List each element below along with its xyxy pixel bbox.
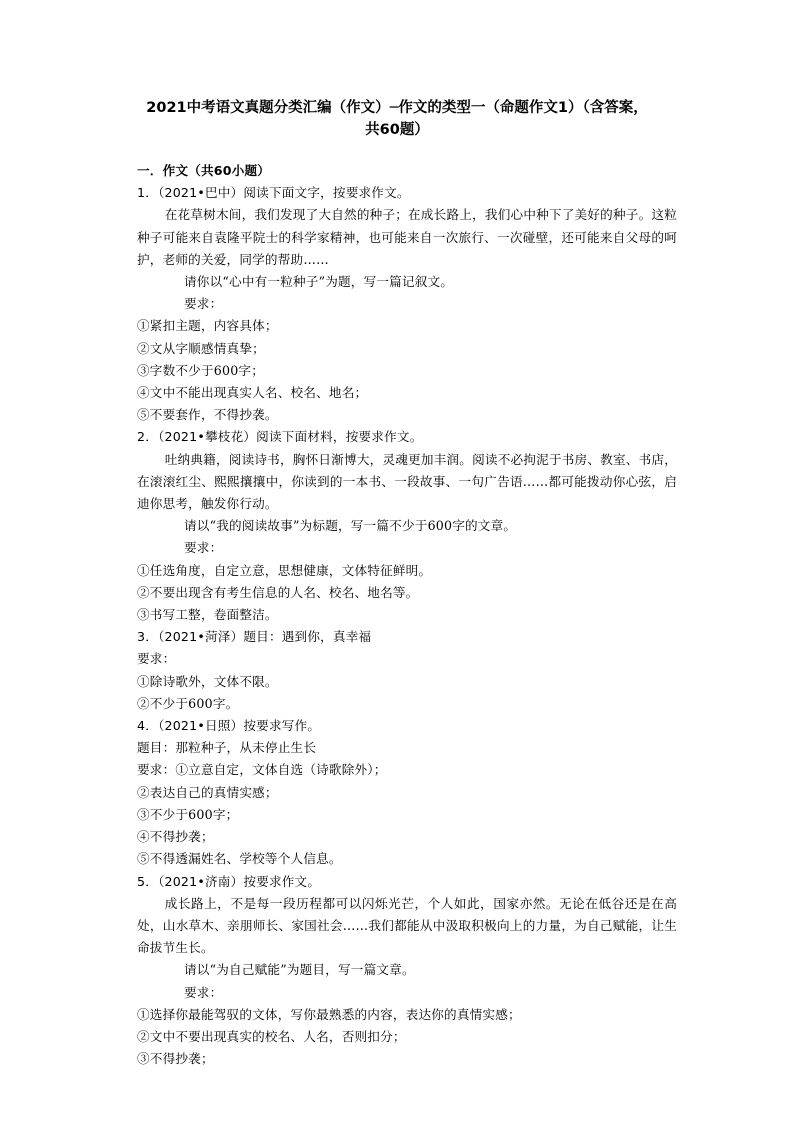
question-3-req-2: ②不少于600字。 [137, 695, 239, 711]
question-2-head: 2．（2021•攀枝花）阅读下面材料，按要求作文。 [137, 429, 423, 445]
question-5-req-1: ①选择你最能驾驭的文体，写你最熟悉的内容，表达你的真情实感； [137, 1006, 521, 1022]
question-2-req-2: ②不要出现含有考生信息的人名、校名、地名等。 [137, 584, 419, 600]
question-3-head: 3．（2021•菏泽）题目：遇到你，真幸福 [137, 629, 372, 645]
question-4-req-3: ③不少于600字； [137, 806, 239, 822]
document-title [120, 97, 674, 141]
question-5-head: 5．（2021•济南）按要求作文。 [137, 873, 321, 889]
question-1-material: 在花草树木间，我们发现了大自然的种子；在成长路上，我们心中种下了美好的种子。这粒种子可能来自袁隆平院士的科学家精神，也可能来自一次旅行、一次碰壁，还可能来自父母的呵护，老师的关爱，同学的帮助…… [137, 207, 677, 267]
question-1-prompt: 请你以“心中有一粒种子”为题，写一篇记叙文。 [184, 274, 454, 290]
question-1-req-5: ⑤不要套作，不得抄袭。 [137, 407, 278, 423]
question-3-requirements-label: 要求： [137, 651, 176, 667]
question-4-req-1: 要求：①立意自定，文体自选（诗歌除外）； [137, 762, 387, 778]
question-1-requirements-label: 要求： [184, 296, 223, 312]
question-1-req-1: ①紧扣主题，内容具体； [137, 318, 278, 334]
question-4-req-2: ②表达自己的真情实感； [137, 784, 278, 800]
question-5-prompt: 请以“为自己赋能”为题目，写一篇文章。 [184, 962, 415, 978]
question-5-requirements-label: 要求： [184, 984, 223, 1000]
question-2-material: 吐纳典籍，阅读诗书，胸怀日渐博大，灵魂更加丰润。阅读不必拘泥于书房、教室、书店，在滚滚红尘、熙熙攘攘中，你读到的一本书、一段故事、一句广告语……都可能拨动你心弦，启迪你思考，触发你行动。 [137, 451, 677, 512]
question-5-req-3: ③不得抄袭； [137, 1051, 214, 1067]
question-1-req-3: ③字数不少于600字； [137, 362, 264, 378]
title-line-2: 共60题） [365, 122, 429, 138]
title-line-1: 2021中考语文真题分类汇编（作文）─作文的类型一（命题作文1）（含答案， [146, 100, 648, 116]
question-1-req-2: ②文从字顺感情真挚； [137, 340, 265, 356]
question-2-req-3: ③书写工整，卷面整洁。 [137, 607, 278, 623]
question-1-req-4: ④文中不能出现真实人名、校名、地名； [137, 385, 368, 401]
question-4 [137, 715, 677, 870]
question-2-req-1: ①任选角度，自定立意，思想健康，文体特征鲜明。 [137, 562, 432, 578]
question-5-material: 成长路上，不是每一段历程都可以闪烁光芒，个人如此，国家亦然。无论在低谷还是在高处，山水草木、亲朋师长、家国社会……我们都能从中汲取积极向上的力量，为自己赋能，让生命拔节生长。 [137, 895, 677, 956]
document-content [137, 160, 677, 1070]
question-5-req-2: ②文中不要出现真实的校名、人名，否则扣分； [137, 1028, 406, 1044]
question-3-req-1: ①除诗歌外，文体不限。 [137, 673, 278, 689]
question-3 [137, 626, 677, 715]
question-5 [137, 871, 677, 1071]
question-4-req-5: ⑤不得透漏姓名、学校等个人信息。 [137, 851, 342, 867]
question-4-topic: 题目：那粒种子，从未停止生长 [137, 740, 317, 756]
section-header: 一．作文（共60小题） [137, 163, 271, 178]
question-1-head: 1．（2021•巴中）阅读下面文字，按要求作文。 [137, 185, 410, 201]
question-4-req-4: ④不得抄袭； [137, 829, 214, 845]
question-2 [137, 426, 677, 626]
question-1 [137, 182, 677, 426]
question-2-requirements-label: 要求： [184, 540, 223, 556]
question-2-prompt: 请以“我的阅读故事”为标题，写一篇不少于600字的文章。 [184, 518, 517, 534]
question-4-head: 4．（2021•日照）按要求写作。 [137, 718, 321, 734]
